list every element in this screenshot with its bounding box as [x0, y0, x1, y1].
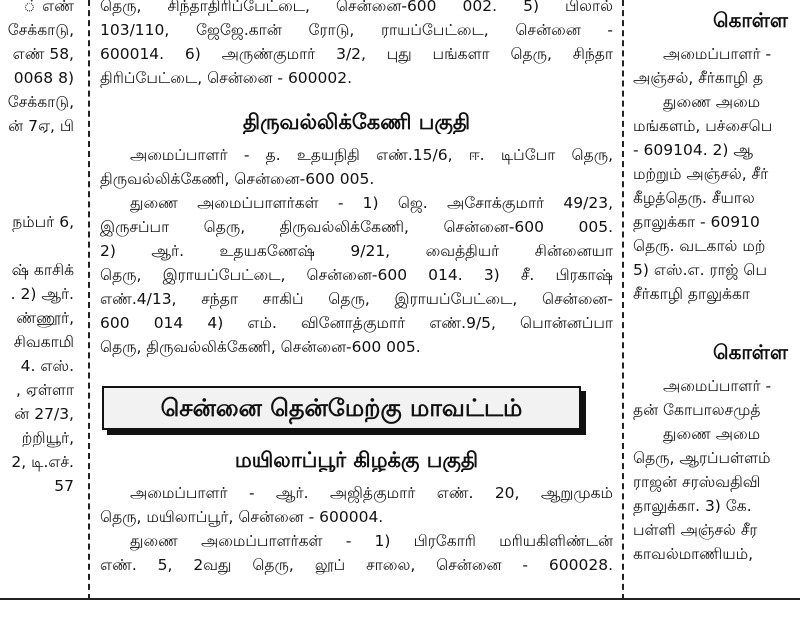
text-line: துணை அமைப்பாளர்கள் - 1) பிரகோரி மரியகிளிண்டன்	[130, 532, 613, 550]
text-line: இருசப்பா தெரு, திருவல்லிக்கேணி, சென்னை-600 005.	[100, 218, 613, 236]
text-line: தெரு, ஆரப்பள்ளம்	[633, 449, 771, 467]
text-line: காவல்மாணியம்,	[633, 545, 754, 563]
text-line	[0, 162, 74, 186]
text-line: சேக்காடு,	[7, 93, 74, 111]
text-line: 5) எஸ்.எ. ராஜ் பெ	[633, 261, 768, 279]
text-line: அமைப்பாளர் - ஆர். அஜித்குமார் எண். 20, ஆறுமுகம்	[130, 484, 613, 502]
text-line: கீழத்தெரு. சீயால	[633, 189, 755, 207]
text-line: மற்றும் அஞ்சல், சீர்	[633, 165, 769, 183]
district-banner: சென்னை தென்மேற்கு மாவட்டம்	[102, 386, 581, 430]
text-line: அமைப்பாளர் - த. உதயநிதி எண்.15/6, ஈ. டிப்போ தெரு,	[130, 146, 613, 164]
text-line: , ஏள்ளா	[16, 381, 74, 399]
text-line: ண்ணூர்,	[16, 309, 74, 327]
section-heading-triplicane: திருவல்லிக்கேணி பகுதி	[242, 110, 471, 134]
text-line: 2, டி.எச்.	[11, 453, 74, 471]
right-block-1	[633, 42, 800, 306]
middle-column	[100, 0, 613, 600]
text-line: தெரு, சிந்தாதிரிப்பேட்டை, சென்னை-600 002. 5) பிலால்	[100, 0, 613, 15]
text-line: எண் 58,	[12, 45, 74, 63]
section-heading-mylapore-east: மயிலாப்பூர் கிழக்கு பகுதி	[234, 448, 479, 472]
text-line: 0068 8)	[13, 69, 74, 87]
text-line: சேக்காடு,	[7, 21, 74, 39]
text-line: அஞ்சல், சீர்காழி த	[633, 69, 764, 87]
text-line: மங்களம், பச்சைபெ	[633, 117, 773, 135]
text-line: 4. எஸ்.	[20, 357, 74, 375]
section-body-triplicane	[100, 143, 613, 359]
text-line: ஷ் காசிக்	[11, 261, 74, 279]
text-line: தெரு, இராயப்பேட்டை, சென்னை-600 014. 3) சீ. பிரகாஷ்	[100, 266, 613, 284]
column-divider-right	[622, 0, 624, 600]
text-line: நம்பர் 6,	[12, 213, 74, 231]
text-line	[0, 234, 74, 258]
text-line: . 2) ஆர்.	[10, 285, 74, 303]
text-line: ன் 7ஏ, பி	[8, 117, 74, 135]
text-line: துணை அமை	[663, 93, 761, 111]
text-line	[0, 186, 74, 210]
text-line: 103/110, ஜேஜே.கான் ரோடு, ராயப்பேட்டை, சென்னை -	[100, 21, 613, 39]
text-line: 600 014 4) எம். வினோத்குமார் எண்.9/5, பொன்னப்பா	[100, 314, 613, 332]
text-line: அமைப்பாளர் -	[663, 45, 772, 63]
text-line: - 609104. 2) ஆ	[633, 141, 753, 159]
text-line: ன் 27/3,	[14, 405, 74, 423]
text-line: துணை அமைப்பாளர்கள் - 1) ஜெ. அசோக்குமார் 49/23,	[130, 194, 613, 212]
text-line: தெரு. வடகால் மற்	[633, 237, 766, 255]
text-line	[0, 138, 74, 162]
text-line: எண். 5, 2வது தெரு, லூப் சாலை, சென்னை - 600028.	[100, 556, 613, 574]
text-line: 600014. 6) அருண்குமார் 3/2, புது பங்களா தெரு, சிந்தா	[100, 45, 613, 63]
right-column	[633, 0, 800, 600]
right-heading-1: கொள்ள	[713, 8, 788, 32]
text-line: தாலுக்கா - 60910	[633, 213, 760, 231]
top-paragraph	[100, 0, 613, 90]
text-line: தன் கோபாலசமுத்	[633, 401, 761, 419]
right-heading-2: கொள்ள	[713, 340, 788, 364]
text-line: 57	[54, 477, 74, 495]
text-line: திரிப்பேட்டை, சென்னை - 600002.	[100, 69, 353, 87]
text-line: பள்ளி அஞ்சல் சீர	[633, 521, 758, 539]
section-body-mylapore-east	[100, 481, 613, 577]
text-line: தாலுக்கா. 3) கே.	[633, 497, 752, 515]
text-line: 2) ஆர். உதயகணேஷ் 9/21, வைத்தியர் சின்னையா	[100, 242, 613, 260]
text-line: தெரு, மயிலாப்பூர், சென்னை - 600004.	[100, 508, 384, 526]
text-line: திருவல்லிக்கேணி, சென்னை-600 005.	[100, 170, 375, 188]
text-line: எண்.4/13, சந்தா சாகிப் தெரு, இராயப்பேட்டை, சென்னை-	[100, 290, 613, 308]
left-column	[0, 0, 74, 600]
text-line: ற்றியூர்,	[21, 429, 74, 447]
text-line: சீர்காழி தாலுக்கா	[633, 285, 750, 303]
right-block-2	[633, 374, 800, 566]
text-line: தெரு, திருவல்லிக்கேணி, சென்னை-600 005.	[100, 338, 421, 356]
text-line: துணை அமை	[663, 425, 761, 443]
bottom-rule	[0, 598, 800, 600]
left-column-text	[0, 0, 74, 498]
text-line: ் எண்	[23, 0, 74, 15]
text-line: அமைப்பாளர் -	[663, 377, 772, 395]
text-line: ராஜன் சரஸ்வதிவி	[633, 473, 761, 491]
column-divider-left	[88, 0, 90, 600]
text-line: சிவகாமி	[13, 333, 74, 351]
